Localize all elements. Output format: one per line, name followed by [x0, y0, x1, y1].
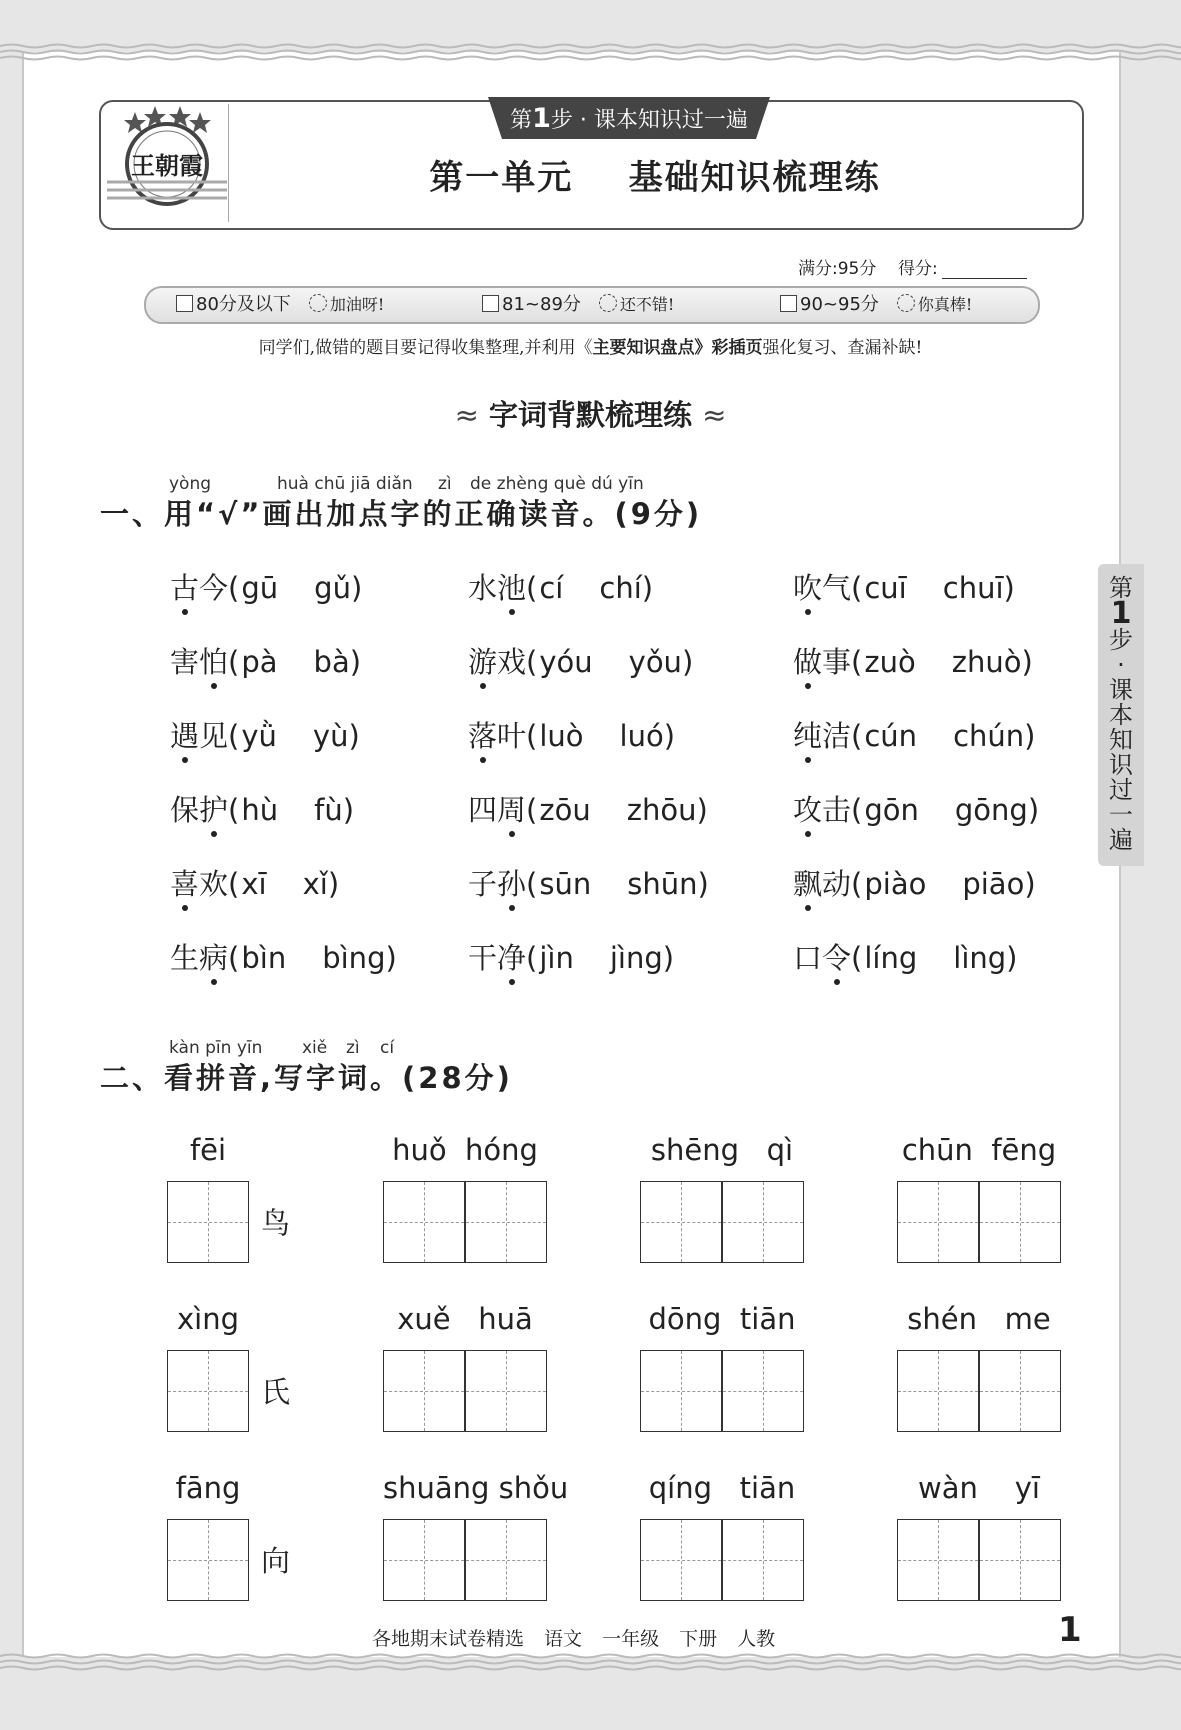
char: 游 — [468, 645, 498, 679]
page-title: 第一单元 基础知识梳理练 — [429, 158, 881, 198]
pinyin-option[interactable]: gōng — [954, 793, 1028, 827]
char: 动 — [822, 867, 852, 901]
char: 病 — [199, 941, 229, 975]
pinyin-option[interactable]: chún — [953, 719, 1025, 753]
reading-item: 生病(bìn bìng) — [170, 941, 397, 975]
pinyin-option[interactable]: hù — [241, 793, 279, 827]
pinyin-option[interactable]: gōn — [864, 793, 919, 827]
grade-option-3: 90~95分 你真棒! — [780, 288, 972, 322]
pinyin-option[interactable]: zuò — [864, 645, 916, 679]
step-label: 第1步 · 课本知识过一遍 — [510, 103, 748, 134]
char: 害 — [170, 645, 200, 679]
pinyin-option[interactable]: bà — [313, 645, 350, 679]
pinyin-option[interactable]: cí — [539, 571, 564, 605]
reading-item: 纯洁(cún chún) — [793, 719, 1036, 753]
char: 护 — [199, 793, 229, 827]
section-title: ≈ 字词背默梳理练 ≈ — [454, 398, 727, 432]
reading-item: 落叶(luò luó) — [468, 719, 676, 753]
reading-item: 攻击(gōn gōng) — [793, 793, 1040, 827]
pinyin-prompt: shuāng shǒu — [383, 1471, 569, 1505]
writing-cell[interactable] — [722, 1181, 804, 1263]
pinyin-option[interactable]: chí — [599, 571, 642, 605]
step-number: 1 — [532, 103, 551, 134]
writing-cell[interactable] — [383, 1519, 465, 1601]
logo-divider — [228, 104, 229, 222]
writing-cell[interactable] — [979, 1181, 1061, 1263]
svg-text:王朝霞: 王朝霞 — [131, 151, 203, 180]
grade-option-2: 81~89分 还不错! — [482, 288, 674, 322]
q2-pinyin: kàn pīn yīn — [169, 1038, 263, 1058]
char: 欢 — [199, 867, 229, 901]
char: 水 — [468, 571, 498, 605]
pinyin-option[interactable]: bìn — [241, 941, 287, 975]
reading-item: 吹气(cuī chuī) — [793, 571, 1015, 605]
char: 气 — [822, 571, 852, 605]
side-tab-label: 第 1 步 · 课 本 知 识 过 一 遍 — [1109, 574, 1133, 854]
pinyin-option[interactable]: luó — [619, 719, 664, 753]
pinyin-prompt: fāng — [175, 1471, 241, 1505]
writing-cell[interactable] — [979, 1350, 1061, 1432]
writing-cell[interactable] — [465, 1350, 547, 1432]
char: 孙 — [497, 867, 527, 901]
char: 生 — [170, 941, 200, 975]
pinyin-prompt: shén me — [907, 1302, 1051, 1336]
pinyin-option[interactable]: bìng — [322, 941, 386, 975]
pinyin-option[interactable]: piào — [864, 867, 927, 901]
pinyin-option[interactable]: líng — [864, 941, 918, 975]
reading-item: 做事(zuò zhuò) — [793, 645, 1033, 679]
writing-cell[interactable] — [722, 1350, 804, 1432]
reading-item: 子孙(sūn shūn) — [468, 867, 709, 901]
footer-text: 各地期末试卷精选 语文 一年级 下册 人教 — [372, 1628, 776, 1650]
char: 叶 — [497, 719, 527, 753]
writing-cell[interactable] — [897, 1519, 979, 1601]
reading-item: 游戏(yóu yǒu) — [468, 645, 694, 679]
reading-item: 保护(hù fù) — [170, 793, 355, 827]
char: 周 — [497, 793, 527, 827]
pinyin-option[interactable]: fù — [314, 793, 343, 827]
char: 令 — [822, 941, 852, 975]
char: 洁 — [822, 719, 852, 753]
writing-cell[interactable] — [640, 1181, 722, 1263]
pinyin-option[interactable]: yǒu — [628, 645, 682, 679]
char: 古 — [170, 571, 200, 605]
pinyin-option[interactable]: xǐ — [302, 867, 328, 901]
pinyin-option[interactable]: luò — [539, 719, 584, 753]
pinyin-prompt: fēi — [189, 1133, 227, 1167]
smile-face-icon — [897, 294, 915, 312]
char: 见 — [199, 719, 229, 753]
checkbox[interactable] — [780, 295, 797, 312]
checkbox[interactable] — [176, 295, 193, 312]
pinyin-prompt: xìng — [176, 1302, 239, 1336]
writing-cell[interactable] — [640, 1350, 722, 1432]
pinyin-prompt: wàn yī — [918, 1471, 1040, 1505]
char: 子 — [468, 867, 498, 901]
question-2-title: 二、看拼音,写字词。(28分) — [100, 1061, 513, 1095]
checkbox[interactable] — [482, 295, 499, 312]
char: 击 — [822, 793, 852, 827]
q2-pinyin: cí — [380, 1038, 395, 1058]
writing-cell[interactable] — [897, 1181, 979, 1263]
char: 怕 — [199, 645, 229, 679]
given-character: 向 — [261, 1544, 291, 1578]
pinyin-option[interactable]: jìn — [539, 941, 574, 975]
char: 保 — [170, 793, 200, 827]
char: 喜 — [170, 867, 200, 901]
pinyin-prompt: dōng tiān — [648, 1302, 796, 1336]
writing-cell[interactable] — [383, 1350, 465, 1432]
writing-cell[interactable] — [383, 1181, 465, 1263]
top-wave-border — [0, 40, 1181, 64]
pinyin-option[interactable]: chuī — [942, 571, 1004, 605]
pinyin-option[interactable]: lìng — [953, 941, 1007, 975]
pinyin-prompt: huǒ hóng — [392, 1133, 538, 1167]
publisher-logo — [105, 104, 230, 224]
pinyin-option[interactable]: zhōu — [626, 793, 697, 827]
score-line — [798, 254, 1027, 279]
pinyin-prompt: qíng tiān — [648, 1471, 796, 1505]
pinyin-option[interactable]: yóu — [539, 645, 593, 679]
q1-pinyin: huà chū jiā diǎn — [277, 474, 413, 494]
reading-item: 飘动(piào piāo) — [793, 867, 1036, 901]
writing-cell[interactable] — [897, 1350, 979, 1432]
q2-pinyin: zì — [346, 1038, 360, 1058]
char: 戏 — [497, 645, 527, 679]
pinyin-option[interactable]: cuī — [864, 571, 907, 605]
writing-cell[interactable] — [167, 1350, 249, 1432]
writing-cell[interactable] — [722, 1519, 804, 1601]
char: 攻 — [793, 793, 823, 827]
pinyin-option[interactable]: pà — [241, 645, 278, 679]
grade-option-1: 80分及以下 加油呀! — [176, 288, 384, 322]
reading-item: 四周(zōu zhōu) — [468, 793, 708, 827]
pinyin-option[interactable]: zhuò — [951, 645, 1022, 679]
smile-face-icon — [599, 294, 617, 312]
pinyin-prompt: shēng qì — [650, 1133, 794, 1167]
char: 飘 — [793, 867, 823, 901]
writing-cell[interactable] — [167, 1181, 249, 1263]
char: 池 — [497, 571, 527, 605]
pinyin-option[interactable]: xī — [241, 867, 267, 901]
grade-bar — [144, 286, 1040, 324]
q2-pinyin: xiě — [302, 1038, 328, 1058]
char: 吹 — [793, 571, 823, 605]
reading-item: 干净(jìn jìng) — [468, 941, 675, 975]
given-character: 氏 — [261, 1375, 291, 1409]
char: 落 — [468, 719, 498, 753]
pinyin-option[interactable]: zōu — [539, 793, 591, 827]
char: 纯 — [793, 719, 823, 753]
pinyin-option[interactable]: jìng — [609, 941, 663, 975]
writing-cell[interactable] — [979, 1519, 1061, 1601]
char: 今 — [199, 571, 229, 605]
char: 事 — [822, 645, 852, 679]
char: 净 — [497, 941, 527, 975]
question-1-title: 一、用“√”画出加点字的正确读音。(9分) — [100, 497, 703, 531]
pinyin-option[interactable]: gǔ — [314, 571, 351, 605]
char: 口 — [793, 941, 823, 975]
reading-item: 水池(cí chí) — [468, 571, 654, 605]
smile-face-icon — [309, 294, 327, 312]
writing-cell[interactable] — [465, 1181, 547, 1263]
char: 做 — [793, 645, 823, 679]
reading-item: 古今(gū gǔ) — [170, 571, 363, 605]
pinyin-option[interactable]: cún — [864, 719, 918, 753]
char: 四 — [468, 793, 498, 827]
char: 遇 — [170, 719, 200, 753]
score-blank[interactable] — [942, 260, 1027, 279]
instruction-note: 同学们,做错的题目要记得收集整理,并利用《主要知识盘点》彩插页强化复习、查漏补缺! — [258, 338, 923, 358]
pinyin-option[interactable]: gū — [241, 571, 279, 605]
char: 干 — [468, 941, 498, 975]
reading-item: 喜欢(xī xǐ) — [170, 867, 340, 901]
pinyin-option[interactable]: yù — [312, 719, 349, 753]
pinyin-option[interactable]: yǜ — [241, 719, 277, 753]
page-number: 1 — [1058, 1610, 1082, 1650]
writing-cell[interactable] — [465, 1519, 547, 1601]
given-character: 鸟 — [261, 1206, 291, 1240]
q1-pinyin: yòng — [169, 474, 212, 494]
pinyin-option[interactable]: shūn — [627, 867, 698, 901]
pinyin-option[interactable]: sūn — [539, 867, 592, 901]
pinyin-option[interactable]: piāo — [962, 867, 1025, 901]
pinyin-prompt: chūn fēng — [901, 1133, 1057, 1167]
bottom-wave-border — [0, 1650, 1181, 1674]
reading-item: 遇见(yǜ yù) — [170, 719, 360, 753]
writing-cell[interactable] — [640, 1519, 722, 1601]
reading-item: 口令(líng lìng) — [793, 941, 1018, 975]
writing-cell[interactable] — [167, 1519, 249, 1601]
score-label: 得分: — [897, 259, 938, 279]
q1-pinyin: de zhèng què dú yīn — [470, 474, 644, 494]
full-score: 满分:95分 — [798, 259, 877, 279]
pinyin-prompt: xuě huā — [397, 1302, 533, 1336]
reading-item: 害怕(pà bà) — [170, 645, 362, 679]
q1-pinyin: zì — [438, 474, 452, 494]
